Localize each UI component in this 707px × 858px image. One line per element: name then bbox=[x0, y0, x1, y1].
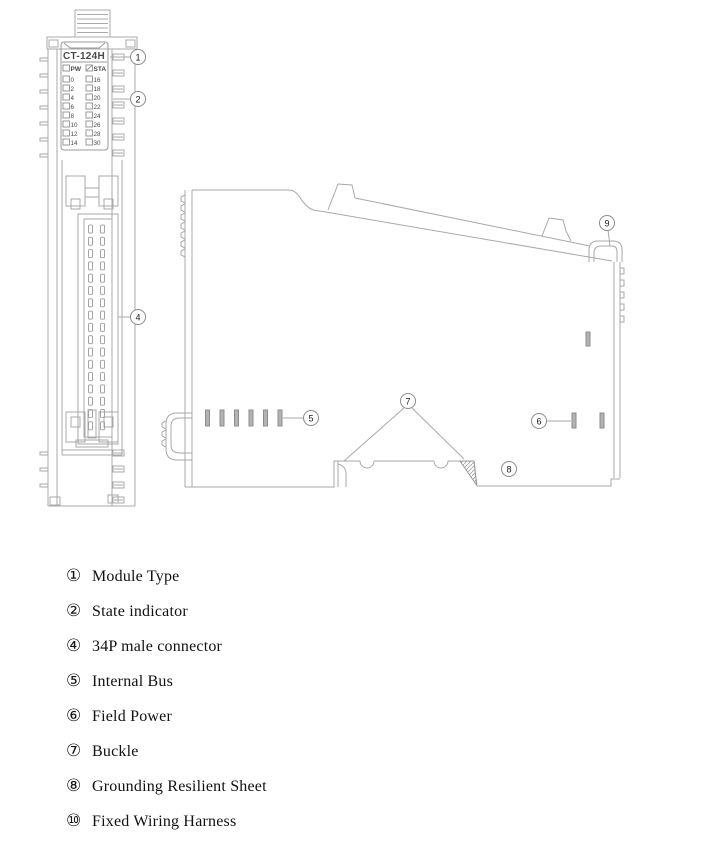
legend-symbol: ④ bbox=[66, 636, 82, 655]
callout-grounding bbox=[502, 462, 517, 477]
led-row bbox=[63, 76, 101, 84]
callout-state-indicator bbox=[113, 92, 146, 107]
led-num: 30 bbox=[93, 140, 101, 147]
grounding-sheet bbox=[460, 461, 477, 485]
rail-serration bbox=[181, 195, 185, 257]
legend-symbol: ⑦ bbox=[66, 741, 82, 760]
callout-number: 4 bbox=[135, 312, 141, 323]
led-num: 24 bbox=[93, 113, 101, 120]
callout-number: 7 bbox=[405, 396, 411, 407]
led-num: 22 bbox=[93, 104, 101, 111]
legend-label: Grounding Resilient Sheet bbox=[92, 778, 267, 795]
legend-item-buckle bbox=[66, 741, 486, 776]
legend-label: Module Type bbox=[92, 568, 180, 585]
front-view bbox=[40, 10, 146, 506]
led-row bbox=[63, 103, 101, 111]
led-row bbox=[63, 85, 101, 93]
legend-symbol: ⑥ bbox=[66, 706, 82, 725]
led-box-pw bbox=[63, 65, 70, 71]
led-num: 10 bbox=[70, 122, 78, 129]
legend-label: Internal Bus bbox=[92, 673, 174, 690]
led-num: 28 bbox=[93, 131, 101, 138]
led-num: 12 bbox=[70, 131, 78, 138]
din-notch bbox=[360, 461, 374, 468]
connector-34p bbox=[78, 214, 118, 444]
led-num: 8 bbox=[70, 113, 75, 120]
legend-label: 34P male connector bbox=[92, 638, 223, 655]
legend-symbol: ① bbox=[66, 566, 82, 585]
led-num: 6 bbox=[70, 104, 75, 111]
legend-item-harness bbox=[66, 811, 486, 846]
led-num: 2 bbox=[70, 86, 75, 93]
led-label-pw: PW bbox=[70, 66, 81, 73]
led-row bbox=[63, 121, 101, 129]
led-num: 26 bbox=[93, 122, 101, 129]
legend-symbol: ⑧ bbox=[66, 776, 82, 795]
pin-field bbox=[88, 223, 109, 432]
top-profile bbox=[192, 184, 612, 261]
legend-label: State indicator bbox=[92, 603, 188, 620]
legend-label: Field Power bbox=[92, 708, 172, 725]
legend-symbol: ② bbox=[66, 601, 82, 620]
buckle-left-detail bbox=[338, 461, 346, 487]
side-fins bbox=[40, 58, 48, 487]
field-power-slots bbox=[572, 332, 604, 428]
led-row bbox=[63, 139, 101, 147]
led-num: 14 bbox=[70, 140, 78, 147]
legend-label: Fixed Wiring Harness bbox=[92, 813, 237, 830]
module-type-label: CT-124H bbox=[62, 51, 106, 62]
callout-number: 6 bbox=[536, 416, 542, 427]
internal-bus-slots bbox=[206, 410, 283, 426]
callout-buckle bbox=[344, 394, 464, 462]
led-row bbox=[63, 112, 101, 120]
legend-item-connector bbox=[66, 636, 486, 671]
legend-item-internal-bus bbox=[66, 671, 486, 706]
legend-symbol: ⑤ bbox=[66, 671, 82, 690]
legend-item-field-power bbox=[66, 706, 486, 741]
led-panel bbox=[61, 42, 108, 150]
legend-item-module-type bbox=[66, 566, 486, 601]
callout-module-type bbox=[110, 50, 146, 65]
legend-item-grounding bbox=[66, 776, 486, 811]
led-row bbox=[63, 94, 101, 102]
led-num: 4 bbox=[70, 95, 75, 102]
led-num: 0 bbox=[70, 77, 75, 84]
callout-number: 2 bbox=[135, 94, 141, 105]
legend-item-state-indicator bbox=[66, 601, 486, 636]
top-bus-plug bbox=[75, 10, 110, 37]
legend bbox=[66, 566, 486, 846]
wiring-harness-hook-top bbox=[589, 241, 622, 262]
hook-serration bbox=[162, 421, 166, 447]
sta-slash bbox=[86, 65, 93, 71]
callout-number: 8 bbox=[506, 464, 512, 475]
callout-number: 9 bbox=[604, 218, 610, 229]
callout-number: 5 bbox=[308, 413, 314, 424]
legend-symbol: ⑩ bbox=[66, 811, 82, 830]
left-edge bbox=[181, 190, 192, 487]
callout-field-power bbox=[532, 414, 572, 429]
led-label-sta: STA bbox=[93, 66, 107, 73]
led-num: 20 bbox=[93, 95, 101, 102]
edge-ribs bbox=[620, 268, 624, 322]
right-edge bbox=[614, 262, 624, 478]
callout-internal-bus bbox=[283, 411, 319, 426]
led-num: 18 bbox=[93, 86, 101, 93]
bottom-profile bbox=[185, 461, 620, 487]
din-notch bbox=[434, 461, 448, 468]
led-num: 16 bbox=[93, 77, 101, 84]
wiring-harness-hook-bottom bbox=[162, 413, 192, 460]
led-row bbox=[63, 130, 101, 138]
legend-label: Buckle bbox=[92, 743, 139, 760]
side-view bbox=[162, 184, 624, 487]
callout-number: 1 bbox=[135, 52, 141, 63]
